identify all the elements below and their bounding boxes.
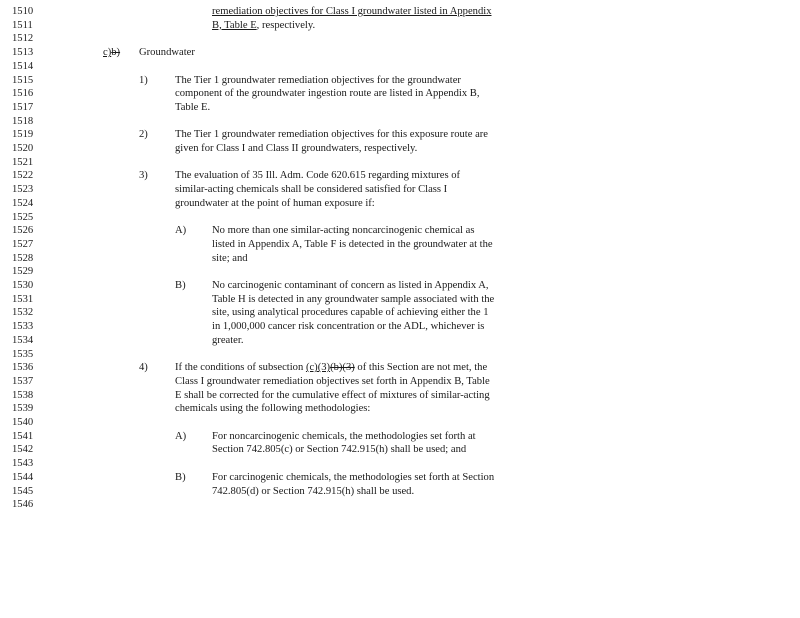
document-line <box>0 252 800 266</box>
line-number: 1518 <box>12 115 34 127</box>
line-text: chemicals using the following methodologies: <box>175 403 371 415</box>
subitem-marker: B) <box>175 471 186 483</box>
line-number: 1513 <box>12 47 34 59</box>
document-line <box>0 361 800 375</box>
line-number: 1530 <box>12 280 34 291</box>
document-line <box>0 87 800 101</box>
inserted-text: c) <box>103 47 112 59</box>
line-number: 1514 <box>12 60 34 72</box>
document-line <box>0 402 800 416</box>
document-line <box>0 293 800 307</box>
deleted-text: (b)(3) <box>330 362 355 374</box>
line-text <box>175 361 487 375</box>
section-title: Groundwater <box>139 47 195 59</box>
document-line <box>0 142 800 156</box>
line-number: 1535 <box>12 348 34 360</box>
line-text: of this Section are not met, the <box>354 362 488 374</box>
line-text: The Tier 1 groundwater remediation objectives for this exposure route are <box>175 129 489 141</box>
subitem-marker: B) <box>175 280 186 291</box>
line-text <box>212 19 315 33</box>
document-line <box>0 498 800 512</box>
line-text: given for Class I and Class II groundwaters, respectively. <box>175 143 418 154</box>
line-text: E shall be corrected for the cumulative effect of mixtures of similar-acting <box>175 389 490 401</box>
document-line <box>0 443 800 457</box>
document-line <box>0 238 800 252</box>
line-text: The Tier 1 groundwater remediation objectives for the groundwater <box>175 74 461 86</box>
item-marker: 1) <box>139 74 148 86</box>
line-text: in 1,000,000 cancer risk concentration or the ADL, whichever is <box>212 321 485 333</box>
line-number: 1510 <box>12 6 34 17</box>
inserted-text: (c)(3) <box>305 362 331 374</box>
line-text: 742.805(d) or Section 742.915(h) shall be used. <box>212 485 415 497</box>
document-line <box>0 32 800 46</box>
document-line <box>0 320 800 334</box>
line-text: site; and <box>212 252 248 264</box>
document-line <box>0 169 800 183</box>
line-number: 1525 <box>12 211 34 223</box>
line-number: 1529 <box>12 266 34 278</box>
document-line <box>0 430 800 444</box>
document-line <box>0 5 800 19</box>
line-text: If the conditions of subsection <box>175 362 306 374</box>
line-number: 1545 <box>12 485 34 497</box>
line-text: For carcinogenic chemicals, the methodologies set forth at Section <box>212 471 495 483</box>
line-number: 1516 <box>12 88 34 100</box>
document-line <box>0 265 800 279</box>
document-line <box>0 457 800 471</box>
line-number: 1541 <box>12 430 34 442</box>
line-number: 1537 <box>12 375 34 387</box>
document-line <box>0 211 800 225</box>
document-line <box>0 334 800 348</box>
subitem-marker: A) <box>175 225 187 237</box>
line-text: Section 742.805(c) or Section 742.915(h) shall be used; and <box>212 444 467 456</box>
deleted-text: b) <box>111 47 121 59</box>
item-marker: 4) <box>139 362 148 374</box>
line-text: listed in Appendix A, Table F is detected in the groundwater at the <box>212 238 493 250</box>
document-line <box>0 348 800 362</box>
document-line <box>0 156 800 170</box>
subitem-marker: A) <box>175 430 187 442</box>
line-number: 1527 <box>12 238 34 250</box>
document-line <box>0 306 800 320</box>
document-line <box>0 183 800 197</box>
document-line <box>0 115 800 129</box>
document-line <box>0 279 800 293</box>
line-text: No carcinogenic contaminant of concern as listed in Appendix A, <box>212 280 489 291</box>
line-text: No more than one similar-acting noncarcinogenic chemical as <box>212 225 475 237</box>
line-number: 1523 <box>12 184 34 196</box>
line-number: 1526 <box>12 225 34 237</box>
line-number: 1546 <box>12 499 34 511</box>
inserted-text: B, Table E <box>212 19 257 31</box>
line-number: 1538 <box>12 389 34 401</box>
document-line <box>0 389 800 403</box>
line-text: , respectively. <box>256 19 316 31</box>
section-marker <box>103 46 120 60</box>
line-number: 1524 <box>12 197 34 209</box>
document-line <box>0 74 800 88</box>
line-number: 1533 <box>12 321 34 333</box>
line-number: 1517 <box>12 101 34 113</box>
line-text: The evaluation of 35 Ill. Adm. Code 620.615 regarding mixtures of <box>175 170 461 182</box>
document-line <box>0 471 800 485</box>
document-line <box>0 197 800 211</box>
line-number: 1540 <box>12 417 34 428</box>
document-line <box>0 101 800 115</box>
document-line <box>0 224 800 238</box>
line-text: Table E. <box>175 101 211 113</box>
line-number: 1543 <box>12 458 34 470</box>
line-text: Table H is detected in any groundwater sample associated with the <box>212 293 495 305</box>
line-number: 1512 <box>12 33 34 45</box>
line-text: For noncarcinogenic chemicals, the methodologies set forth at <box>212 430 476 442</box>
item-marker: 2) <box>139 129 148 141</box>
line-number: 1539 <box>12 403 34 415</box>
line-text: groundwater at the point of human exposure if: <box>175 197 375 209</box>
line-number: 1536 <box>12 362 34 374</box>
line-number: 1542 <box>12 444 34 456</box>
line-text: component of the groundwater ingestion route are listed in Appendix B, <box>175 88 480 100</box>
document-line <box>0 60 800 74</box>
line-text: site, using analytical procedures capable of achieving either the 1 <box>212 307 489 319</box>
line-text: similar-acting chemicals shall be considered satisfied for Class I <box>175 184 448 196</box>
line-text: Class I groundwater remediation objectives set forth in Appendix B, Table <box>175 375 490 387</box>
line-number: 1534 <box>12 334 34 346</box>
line-number: 1544 <box>12 471 34 483</box>
line-text: greater. <box>212 334 244 346</box>
line-number: 1511 <box>12 19 33 31</box>
document-line <box>0 128 800 142</box>
line-number: 1532 <box>12 307 34 319</box>
inserted-text: remediation objectives for Class I groundwater listed in Appendix <box>212 6 492 17</box>
document-line <box>0 375 800 389</box>
line-number: 1521 <box>12 156 34 168</box>
line-number: 1528 <box>12 252 34 264</box>
document-line <box>0 19 800 33</box>
line-number: 1531 <box>12 293 34 305</box>
document-line <box>0 485 800 499</box>
item-marker: 3) <box>139 170 148 182</box>
document-line <box>0 416 800 430</box>
document-line <box>0 46 800 60</box>
line-number: 1519 <box>12 129 34 141</box>
line-number: 1520 <box>12 143 34 154</box>
line-number: 1515 <box>12 74 34 86</box>
line-number: 1522 <box>12 170 34 182</box>
